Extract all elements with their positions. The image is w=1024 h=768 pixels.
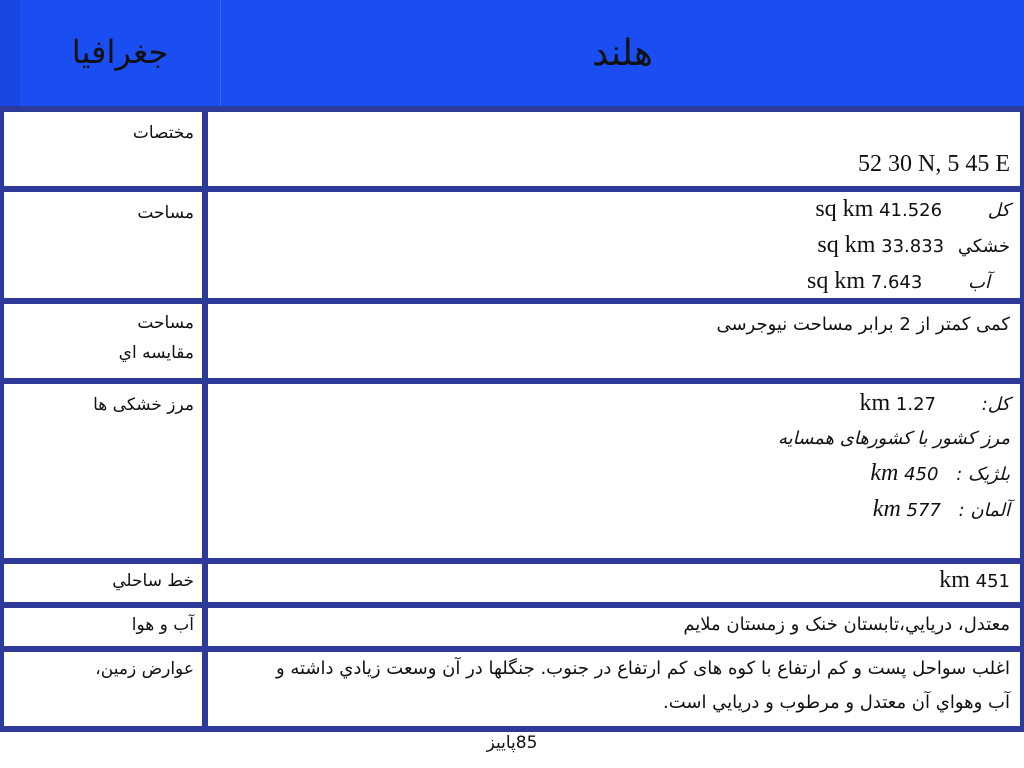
area-water-value: 7.643 — [870, 272, 923, 293]
area-land-value: 33.833 — [881, 236, 945, 257]
coords-label: مختصات — [4, 112, 202, 186]
terrain-value-cell — [208, 652, 1020, 726]
area-compare-label: مساحت مقايسه اي — [4, 304, 202, 378]
section-title: جغرافيا — [71, 33, 169, 71]
area-label: مساحت — [4, 192, 202, 298]
borders-label: مرز خشکی ها — [4, 384, 202, 558]
borders-belgium-value: 450 — [904, 464, 939, 485]
borders-total-label: کل: — [981, 394, 1010, 415]
coords-value: 52 30 N, 5 45 E — [858, 151, 1010, 177]
area-value-cell — [208, 192, 1020, 298]
borders-belgium-unit: km — [870, 460, 899, 486]
climate-value-cell — [208, 608, 1020, 646]
area-land-label: خشكي — [957, 236, 1010, 257]
area-compare-value-cell — [208, 304, 1020, 378]
borders-neighbors-heading: مرز کشور با کشورهای همسایه — [777, 428, 1010, 449]
borders-belgium-label: بلژیک : — [956, 464, 1010, 485]
terrain-line-2: آب وهواي آن معتدل و مرطوب و دريايي است. — [662, 692, 1010, 713]
area-total-line — [218, 192, 1010, 228]
borders-germany-value: 577 — [906, 500, 941, 521]
coords-value-cell — [208, 112, 1020, 186]
footer-text: 85پاییز — [486, 733, 538, 753]
page-title: هلند — [592, 32, 653, 74]
area-compare-value: کمی کمتر از 2 برابر مساحت نیوجرسی — [716, 314, 1010, 335]
area-land-line — [218, 228, 1010, 264]
area-total-value: 41.526 — [879, 200, 943, 221]
borders-germany-line — [218, 492, 1010, 528]
data-table — [0, 106, 1024, 732]
borders-germany-label: آلمان : — [958, 500, 1010, 521]
coastline-value-cell — [208, 564, 1020, 602]
coastline-label: خط ساحلي — [4, 564, 202, 602]
coastline-unit: km — [939, 567, 970, 593]
borders-total-unit: km — [859, 390, 891, 416]
borders-total-value: 1.27 — [895, 394, 936, 415]
area-total-label: کل — [987, 200, 1010, 221]
area-total-unit: sq km — [815, 196, 874, 222]
area-land-unit: sq km — [817, 232, 876, 258]
area-water-unit: sq km — [807, 268, 866, 294]
area-water-label: آب — [968, 272, 990, 293]
coastline-value: 451 — [975, 571, 1010, 592]
area-water-line — [218, 264, 1010, 300]
borders-total-line — [218, 386, 1010, 422]
terrain-label: عوارض زمين، — [4, 652, 202, 726]
climate-value: معتدل، دريايي،تابستان خنک و زمستان ملایم — [683, 614, 1010, 635]
header-left-strip — [0, 0, 20, 106]
borders-belgium-line — [218, 456, 1010, 492]
borders-value-cell — [208, 384, 1020, 558]
header-bar — [0, 0, 1024, 106]
borders-germany-unit: km — [872, 496, 901, 522]
climate-label: آب و هوا — [4, 608, 202, 646]
terrain-line-1: اغلب سواحل پست و کم ارتفاع با کوه های کم ارتفاع در جنوب. جنگلها در آن وسعت زيادي داشته و — [275, 658, 1010, 679]
